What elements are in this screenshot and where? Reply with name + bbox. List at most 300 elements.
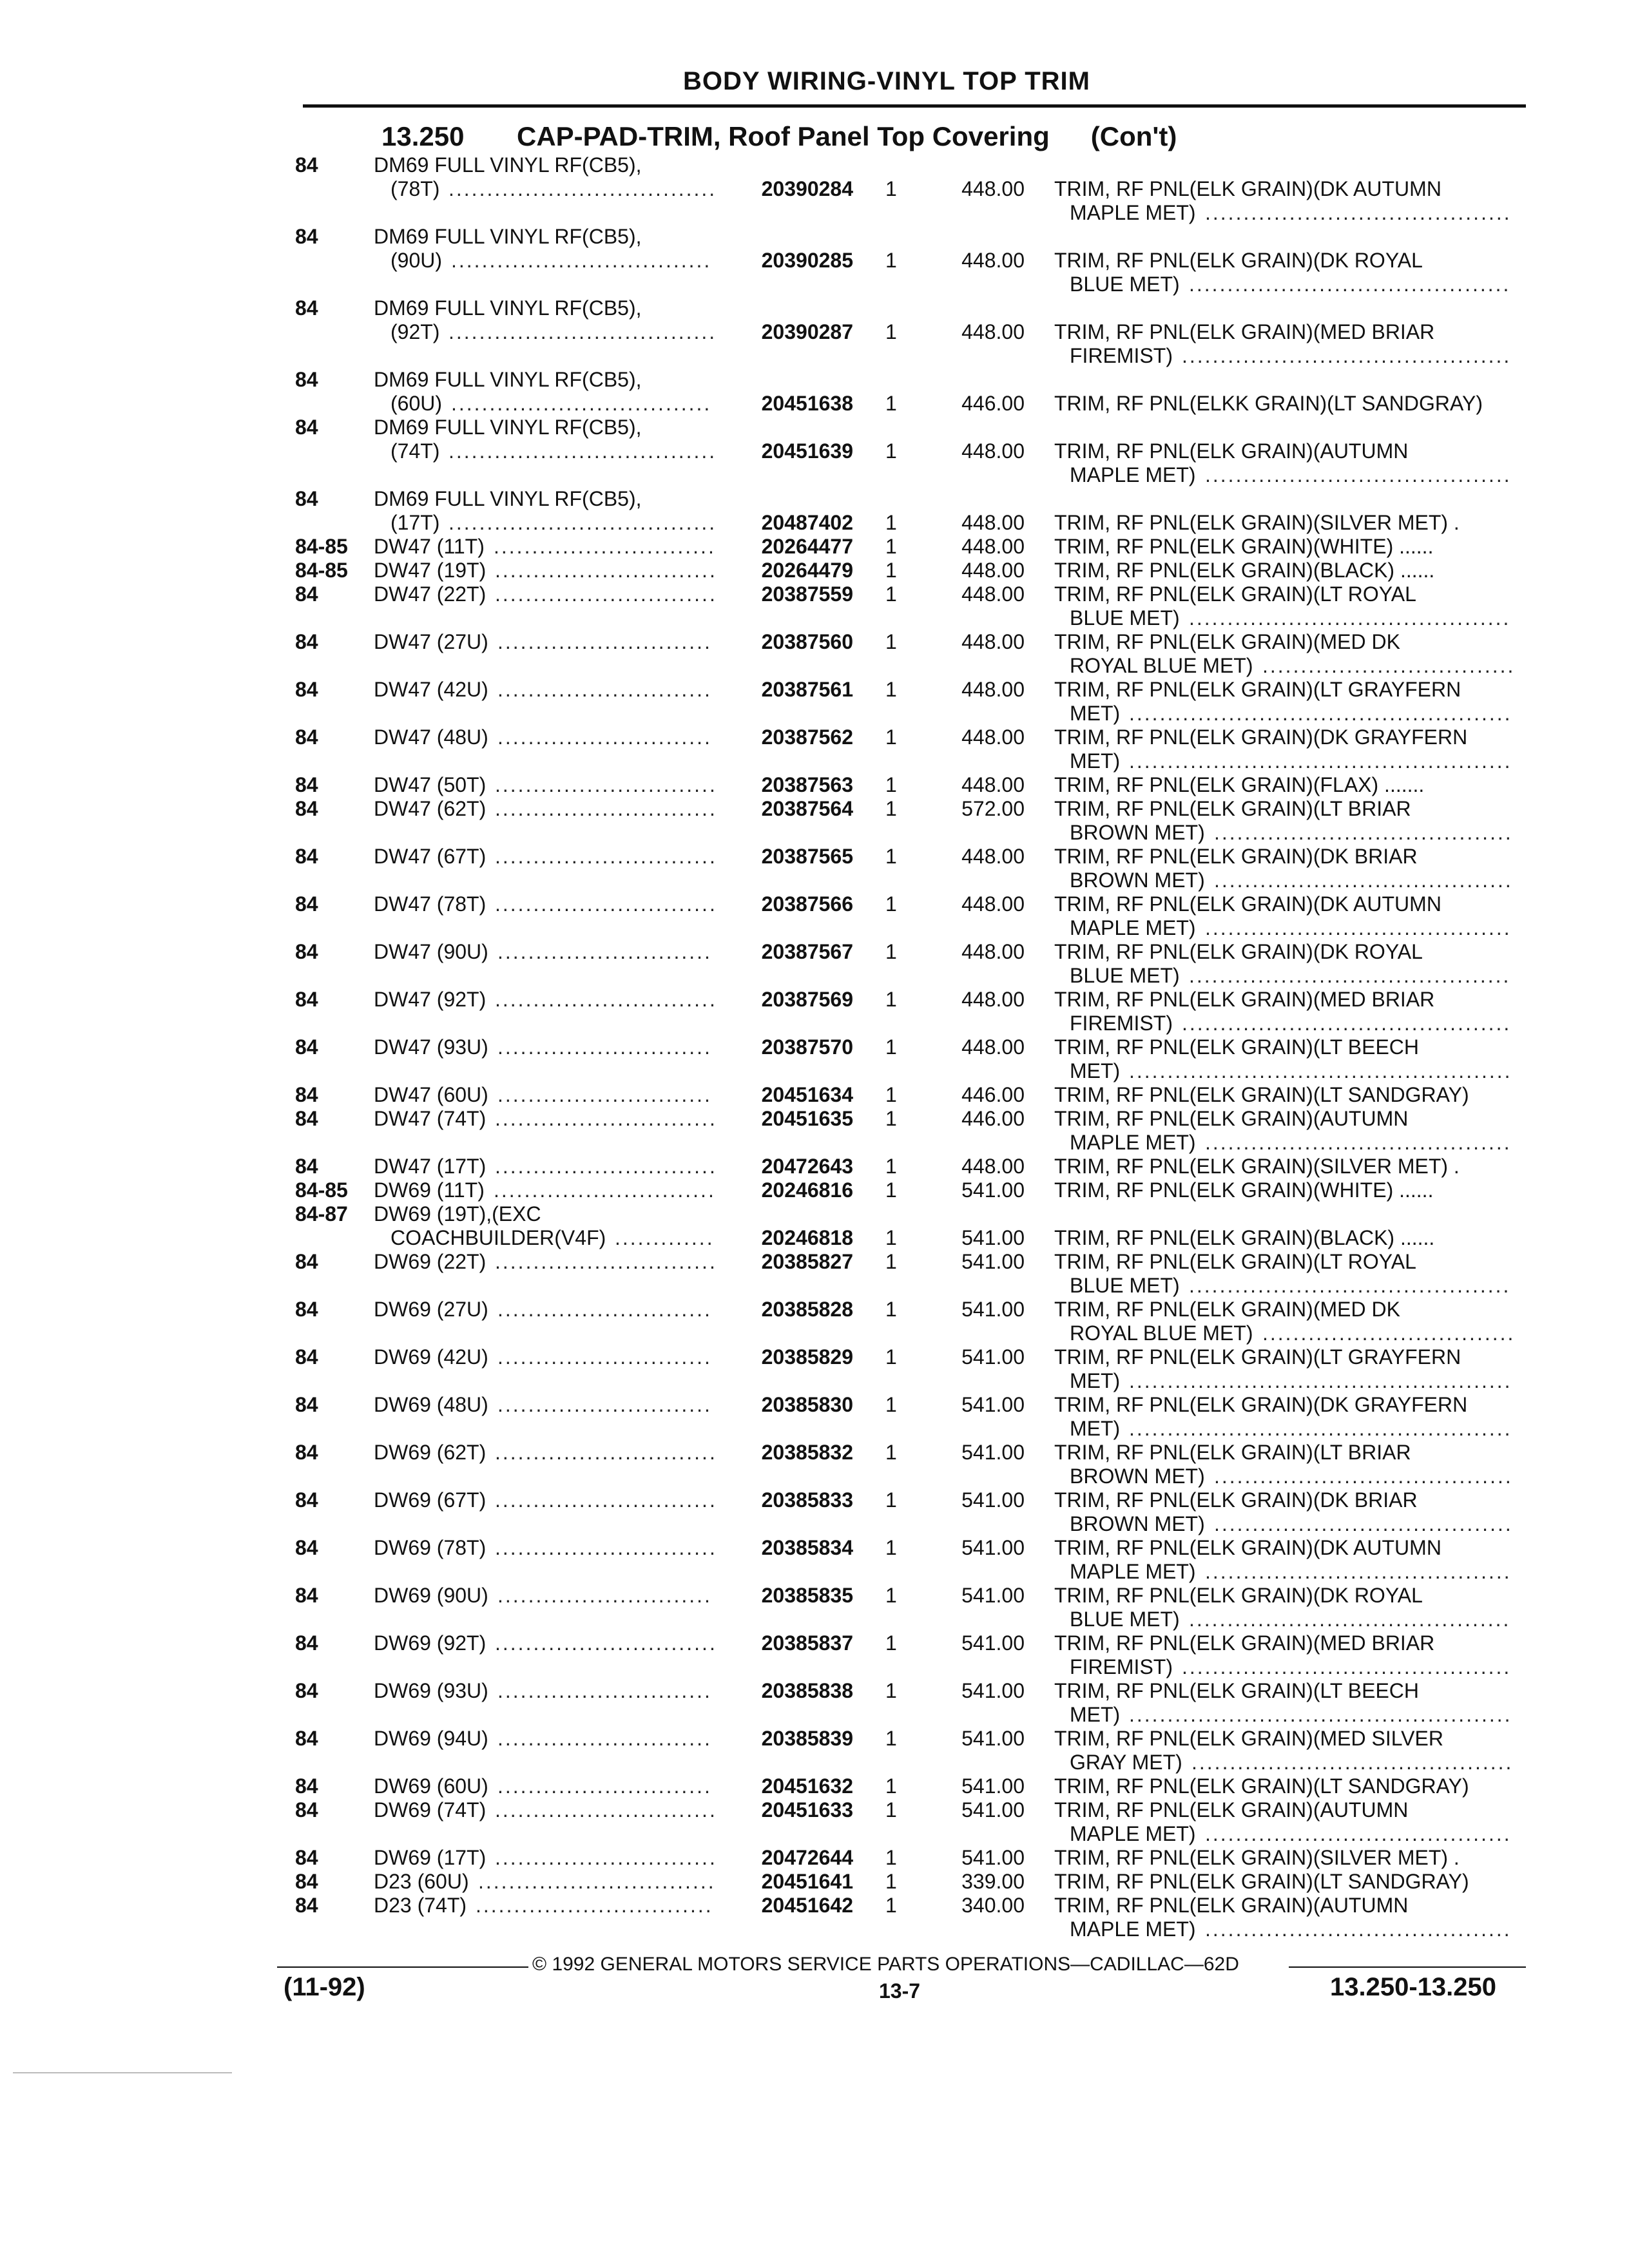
table-row [0,869,1629,892]
table-row [0,177,1629,201]
year-range: 84 [295,153,318,177]
description: TRIM, RF PNL(ELK GRAIN)(AUTUMN [1054,1798,1409,1821]
footer-page-number: 13-7 [879,1979,921,2003]
leader-dots: ............................... [476,1894,713,1917]
table-row [0,487,1629,511]
description: TRIM, RF PNL(ELK GRAIN)(DK ROYAL [1054,940,1423,963]
model-code: DW69 (93U) [374,1679,488,1702]
model-code: DW69 (92T) [374,1631,487,1655]
part-number: 20385838 [761,1679,853,1702]
model-code: DW69 (48U) [374,1393,488,1416]
part-number: 20451639 [761,439,853,463]
leader-dots: ........................................ [1205,201,1512,224]
year-range: 84 [295,1536,318,1559]
leader-dots: ............................. [494,1178,716,1202]
part-number: 20387560 [761,630,853,653]
table-row [0,1846,1629,1870]
year-range: 84-87 [295,1202,348,1225]
leader-dots: ............................. [495,892,717,916]
table-row [0,1012,1629,1035]
table-row [0,1035,1629,1059]
quantity: 1 [885,1846,897,1869]
table-row [0,749,1629,773]
leader-dots: ............................. [495,1536,717,1559]
table-row [0,463,1629,487]
quantity: 1 [885,678,897,701]
footer-rule-right [1289,1966,1526,1968]
description: TRIM, RF PNL(ELK GRAIN)(MED DK [1054,1298,1400,1321]
part-number: 20246818 [761,1226,853,1249]
leader-dots: ........................................ [1205,1560,1512,1583]
price: 448.00 [961,726,1025,749]
model-code: DW69 (11T) [374,1178,485,1202]
quantity: 1 [885,1631,897,1655]
price: 572.00 [961,797,1025,820]
quantity: 1 [885,1155,897,1178]
quantity: 1 [885,892,897,916]
leader-dots: ............................ [497,1393,712,1416]
model-code: (90U) [390,249,443,272]
leader-dots: ....................................... [1214,821,1513,844]
leader-dots: ............................. [495,1441,717,1464]
table-row [0,1798,1629,1822]
quantity: 1 [885,177,897,200]
quantity: 1 [885,1894,897,1917]
table-row [0,1727,1629,1751]
table-row [0,1250,1629,1274]
quantity: 1 [885,630,897,653]
table-row [0,654,1629,678]
table-row [0,511,1629,535]
table-row [0,1298,1629,1321]
year-range: 84 [295,1393,318,1416]
model-code: DW47 (48U) [374,726,488,749]
leader-dots: ............................ [497,726,712,749]
price: 448.00 [961,582,1025,606]
year-range: 84 [295,1894,318,1917]
description: MET) [1070,1059,1121,1082]
leader-dots: ............................. [495,1107,717,1130]
description: BROWN MET) [1070,821,1205,844]
description: TRIM, RF PNL(ELK GRAIN)(MED SILVER [1054,1727,1443,1750]
quantity: 1 [885,1083,897,1106]
description: TRIM, RF PNL(ELK GRAIN)(LT BRIAR [1054,797,1411,820]
part-number: 20387559 [761,582,853,606]
quantity: 1 [885,1870,897,1893]
price: 446.00 [961,1083,1025,1106]
leader-dots: ............................. [495,1250,717,1273]
year-range: 84 [295,726,318,749]
table-row [0,273,1629,296]
description: TRIM, RF PNL(ELK GRAIN)(LT GRAYFERN [1054,1345,1461,1369]
description: ROYAL BLUE MET) [1070,654,1253,677]
price: 541.00 [961,1393,1025,1416]
parts-list [0,153,1629,1941]
table-row [0,416,1629,439]
description: TRIM, RF PNL(ELK GRAIN)(AUTUMN [1054,439,1409,463]
quantity: 1 [885,1107,897,1130]
year-range: 84-85 [295,559,348,582]
quantity: 1 [885,797,897,820]
table-row [0,1321,1629,1345]
table-row [0,1631,1629,1655]
price: 541.00 [961,1488,1025,1512]
quantity: 1 [885,1178,897,1202]
part-number: 20387566 [761,892,853,916]
year-range: 84 [295,892,318,916]
price: 448.00 [961,177,1025,200]
quantity: 1 [885,988,897,1011]
description: BLUE MET) [1070,1274,1180,1297]
part-number: 20264479 [761,559,853,582]
description: TRIM, RF PNL(ELK GRAIN)(DK GRAYFERN [1054,726,1468,749]
table-row [0,1226,1629,1250]
year-range: 84 [295,1584,318,1607]
year-range: 84 [295,1155,318,1178]
description: BLUE MET) [1070,606,1180,629]
model-code: COACHBUILDER(V4F) [390,1226,606,1249]
price: 339.00 [961,1870,1025,1893]
leader-dots: ................................... [448,320,717,343]
quantity: 1 [885,1488,897,1512]
part-number: 20387569 [761,988,853,1011]
table-row [0,344,1629,368]
model-code: DW47 (50T) [374,773,487,796]
model-code: DW69 (22T) [374,1250,487,1273]
price: 446.00 [961,1107,1025,1130]
description: TRIM, RF PNL(ELK GRAIN)(LT SANDGRAY) [1054,1870,1469,1893]
scan-margin-mark [13,2072,232,2073]
leader-dots: ........................................ [1205,1822,1512,1845]
part-number: 20264477 [761,535,853,558]
price: 448.00 [961,678,1025,701]
year-range: 84 [295,1631,318,1655]
leader-dots: ................................. [1262,654,1516,677]
description: FIREMIST) [1070,1655,1173,1678]
year-range: 84 [295,1441,318,1464]
table-row [0,1655,1629,1679]
year-range: 84 [295,1250,318,1273]
table-row [0,1155,1629,1178]
description: BLUE MET) [1070,964,1180,987]
price: 541.00 [961,1584,1025,1607]
description: TRIM, RF PNL(ELK GRAIN)(BLACK) ...... [1054,559,1435,582]
year-range: 84 [295,940,318,963]
leader-dots: ............................. [495,988,717,1011]
part-number: 20390285 [761,249,853,272]
model-code: DM69 FULL VINYL RF(CB5), [374,296,642,320]
model-code: DW69 (67T) [374,1488,487,1512]
table-row [0,320,1629,344]
model-code: DW69 (74T) [374,1798,487,1821]
model-code: DW69 (19T),(EXC [374,1202,541,1225]
year-range: 84 [295,225,318,248]
description: TRIM, RF PNL(ELK GRAIN)(MED BRIAR [1054,988,1435,1011]
leader-dots: .................................................. [1129,1417,1512,1440]
leader-dots: ....................................... [1214,1465,1513,1488]
leader-dots: .................................................. [1129,749,1512,773]
description: TRIM, RF PNL(ELK GRAIN)(MED BRIAR [1054,320,1435,343]
model-code: DW69 (78T) [374,1536,487,1559]
quantity: 1 [885,1774,897,1798]
price: 541.00 [961,1298,1025,1321]
price: 541.00 [961,1345,1025,1369]
price: 446.00 [961,392,1025,415]
table-row [0,535,1629,559]
table-row [0,702,1629,726]
model-code: D23 (60U) [374,1870,469,1893]
price: 541.00 [961,1226,1025,1249]
description: MET) [1070,1703,1121,1726]
leader-dots: ............................. [494,535,716,558]
table-row [0,892,1629,916]
table-row [0,296,1629,320]
description: TRIM, RF PNL(ELK GRAIN)(WHITE) ...... [1054,535,1434,558]
table-row [0,1369,1629,1393]
table-row [0,678,1629,702]
leader-dots: .......................................... [1189,1274,1511,1297]
table-row [0,439,1629,463]
table-row [0,630,1629,654]
price: 541.00 [961,1178,1025,1202]
description: TRIM, RF PNL(ELK GRAIN)(LT BEECH [1054,1679,1419,1702]
description: TRIM, RF PNL(ELK GRAIN)(LT GRAYFERN [1054,678,1461,701]
price: 340.00 [961,1894,1025,1917]
description: TRIM, RF PNL(ELKK GRAIN)(LT SANDGRAY) [1054,392,1483,415]
year-range: 84 [295,773,318,796]
description: TRIM, RF PNL(ELK GRAIN)(DK AUTUMN [1054,1536,1441,1559]
leader-dots: .................................................. [1129,1703,1512,1726]
price: 541.00 [961,1679,1025,1702]
table-row [0,1870,1629,1894]
model-code: (17T) [390,511,440,534]
quantity: 1 [885,1226,897,1249]
description: TRIM, RF PNL(ELK GRAIN)(SILVER MET) . [1054,511,1460,534]
table-row [0,1512,1629,1536]
description: TRIM, RF PNL(ELK GRAIN)(LT BEECH [1054,1035,1419,1059]
part-number: 20385835 [761,1584,853,1607]
year-range: 84 [295,487,318,510]
quantity: 1 [885,439,897,463]
price: 448.00 [961,439,1025,463]
description: TRIM, RF PNL(ELK GRAIN)(MED BRIAR [1054,1631,1435,1655]
table-row [0,1083,1629,1107]
part-number: 20246816 [761,1178,853,1202]
quantity: 1 [885,511,897,534]
model-code: D23 (74T) [374,1894,467,1917]
table-row [0,1608,1629,1631]
leader-dots: .................................................. [1129,1369,1512,1392]
year-range: 84 [295,416,318,439]
section-title [381,121,1177,152]
description: ROYAL BLUE MET) [1070,1321,1253,1345]
year-range: 84-85 [295,1178,348,1202]
quantity: 1 [885,320,897,343]
model-code: DM69 FULL VINYL RF(CB5), [374,487,642,510]
leader-dots: ............................. [495,845,717,868]
table-row [0,940,1629,964]
table-row [0,1679,1629,1703]
description: TRIM, RF PNL(ELK GRAIN)(LT BRIAR [1054,1441,1411,1464]
model-code: DW69 (62T) [374,1441,487,1464]
price: 541.00 [961,1727,1025,1750]
description: BROWN MET) [1070,869,1205,892]
model-code: DW47 (78T) [374,892,487,916]
part-number: 20390284 [761,177,853,200]
model-code: DW69 (42U) [374,1345,488,1369]
price: 448.00 [961,940,1025,963]
part-number: 20385828 [761,1298,853,1321]
model-code: DW69 (17T) [374,1846,487,1869]
model-code: DW47 (90U) [374,940,488,963]
description: MET) [1070,702,1121,725]
year-range: 84 [295,1035,318,1059]
description: TRIM, RF PNL(ELK GRAIN)(AUTUMN [1054,1107,1409,1130]
model-code: DM69 FULL VINYL RF(CB5), [374,416,642,439]
year-range: 84 [295,630,318,653]
year-range: 84 [295,1345,318,1369]
leader-dots: ....................................... [1214,869,1513,892]
leader-dots: .......................................... [1189,273,1511,296]
part-number: 20390287 [761,320,853,343]
price: 448.00 [961,511,1025,534]
table-row [0,1465,1629,1488]
leader-dots: ............................ [497,1083,712,1106]
table-row [0,606,1629,630]
price: 541.00 [961,1631,1025,1655]
price: 448.00 [961,845,1025,868]
table-row [0,1274,1629,1298]
year-range: 84 [295,1083,318,1106]
price: 541.00 [961,1798,1025,1821]
description: TRIM, RF PNL(ELK GRAIN)(DK ROYAL [1054,1584,1423,1607]
quantity: 1 [885,1441,897,1464]
table-row [0,1894,1629,1917]
table-row [0,1774,1629,1798]
quantity: 1 [885,535,897,558]
leader-dots: ................................... [448,439,717,463]
footer-date: (11-92) [284,1973,365,2001]
description: MAPLE MET) [1070,463,1196,486]
quantity: 1 [885,1035,897,1059]
leader-dots: .......................................... [1191,1751,1514,1774]
description: TRIM, RF PNL(ELK GRAIN)(AUTUMN [1054,1894,1409,1917]
table-row [0,1417,1629,1441]
model-code: DW47 (67T) [374,845,487,868]
model-code: DW47 (22T) [374,582,487,606]
table-row [0,1488,1629,1512]
leader-dots: ............. [615,1226,715,1249]
description: TRIM, RF PNL(ELK GRAIN)(DK ROYAL [1054,249,1423,272]
table-row [0,1560,1629,1584]
leader-dots: ........................................ [1205,916,1512,939]
copyright-notice: © 1992 GENERAL MOTORS SERVICE PARTS OPERATIONS—CADILLAC—62D [532,1954,1239,1975]
description: TRIM, RF PNL(ELK GRAIN)(SILVER MET) . [1054,1155,1460,1178]
table-row [0,1202,1629,1226]
description: TRIM, RF PNL(ELK GRAIN)(DK AUTUMN [1054,177,1441,200]
table-row [0,1345,1629,1369]
part-number: 20385827 [761,1250,853,1273]
part-number: 20451641 [761,1870,853,1893]
price: 448.00 [961,249,1025,272]
section-number: 13.250 [381,121,465,151]
description: MET) [1070,749,1121,773]
description: TRIM, RF PNL(ELK GRAIN)(WHITE) ...... [1054,1178,1434,1202]
footer-rule-left [277,1966,528,1968]
table-row [0,1822,1629,1846]
year-range: 84 [295,1774,318,1798]
price: 448.00 [961,320,1025,343]
table-row [0,153,1629,177]
quantity: 1 [885,559,897,582]
table-row [0,821,1629,845]
part-number: 20451633 [761,1798,853,1821]
quantity: 1 [885,1250,897,1273]
table-row [0,201,1629,225]
table-row [0,1584,1629,1608]
table-row [0,916,1629,940]
model-code: DM69 FULL VINYL RF(CB5), [374,153,642,177]
table-row [0,249,1629,273]
part-number: 20451642 [761,1894,853,1917]
year-range: 84 [295,582,318,606]
leader-dots: ............................ [497,678,712,701]
part-number: 20487402 [761,511,853,534]
leader-dots: ............................ [497,1345,712,1369]
price: 541.00 [961,1536,1025,1559]
part-number: 20385833 [761,1488,853,1512]
table-row [0,845,1629,869]
table-row [0,964,1629,988]
quantity: 1 [885,1298,897,1321]
leader-dots: ............................ [497,1298,712,1321]
price: 448.00 [961,559,1025,582]
description: MAPLE MET) [1070,1917,1196,1941]
model-code: DW69 (60U) [374,1774,488,1798]
quantity: 1 [885,845,897,868]
leader-dots: .......................................... [1189,606,1511,629]
table-row [0,726,1629,749]
table-row [0,1393,1629,1417]
quantity: 1 [885,392,897,415]
part-number: 20472644 [761,1846,853,1869]
leader-dots: ................................... [448,177,717,200]
year-range: 84 [295,368,318,391]
table-row [0,1131,1629,1155]
price: 448.00 [961,535,1025,558]
description: BROWN MET) [1070,1465,1205,1488]
model-code: DM69 FULL VINYL RF(CB5), [374,368,642,391]
leader-dots: ........................................ [1205,1917,1512,1941]
leader-dots: .................................. [451,392,712,415]
price: 448.00 [961,892,1025,916]
leader-dots: ............................ [497,1035,712,1059]
price: 541.00 [961,1846,1025,1869]
table-row [0,988,1629,1012]
part-number: 20387561 [761,678,853,701]
description: TRIM, RF PNL(ELK GRAIN)(DK BRIAR [1054,1488,1418,1512]
model-code: (60U) [390,392,443,415]
model-code: DW47 (42U) [374,678,488,701]
price: 448.00 [961,630,1025,653]
price: 448.00 [961,988,1025,1011]
year-range: 84 [295,1870,318,1893]
description: TRIM, RF PNL(ELK GRAIN)(MED DK [1054,630,1400,653]
description: MET) [1070,1417,1121,1440]
leader-dots: ............................. [495,797,717,820]
description: TRIM, RF PNL(ELK GRAIN)(FLAX) ....... [1054,773,1425,796]
section-name: CAP-PAD-TRIM, Roof Panel Top Covering [517,121,1050,151]
